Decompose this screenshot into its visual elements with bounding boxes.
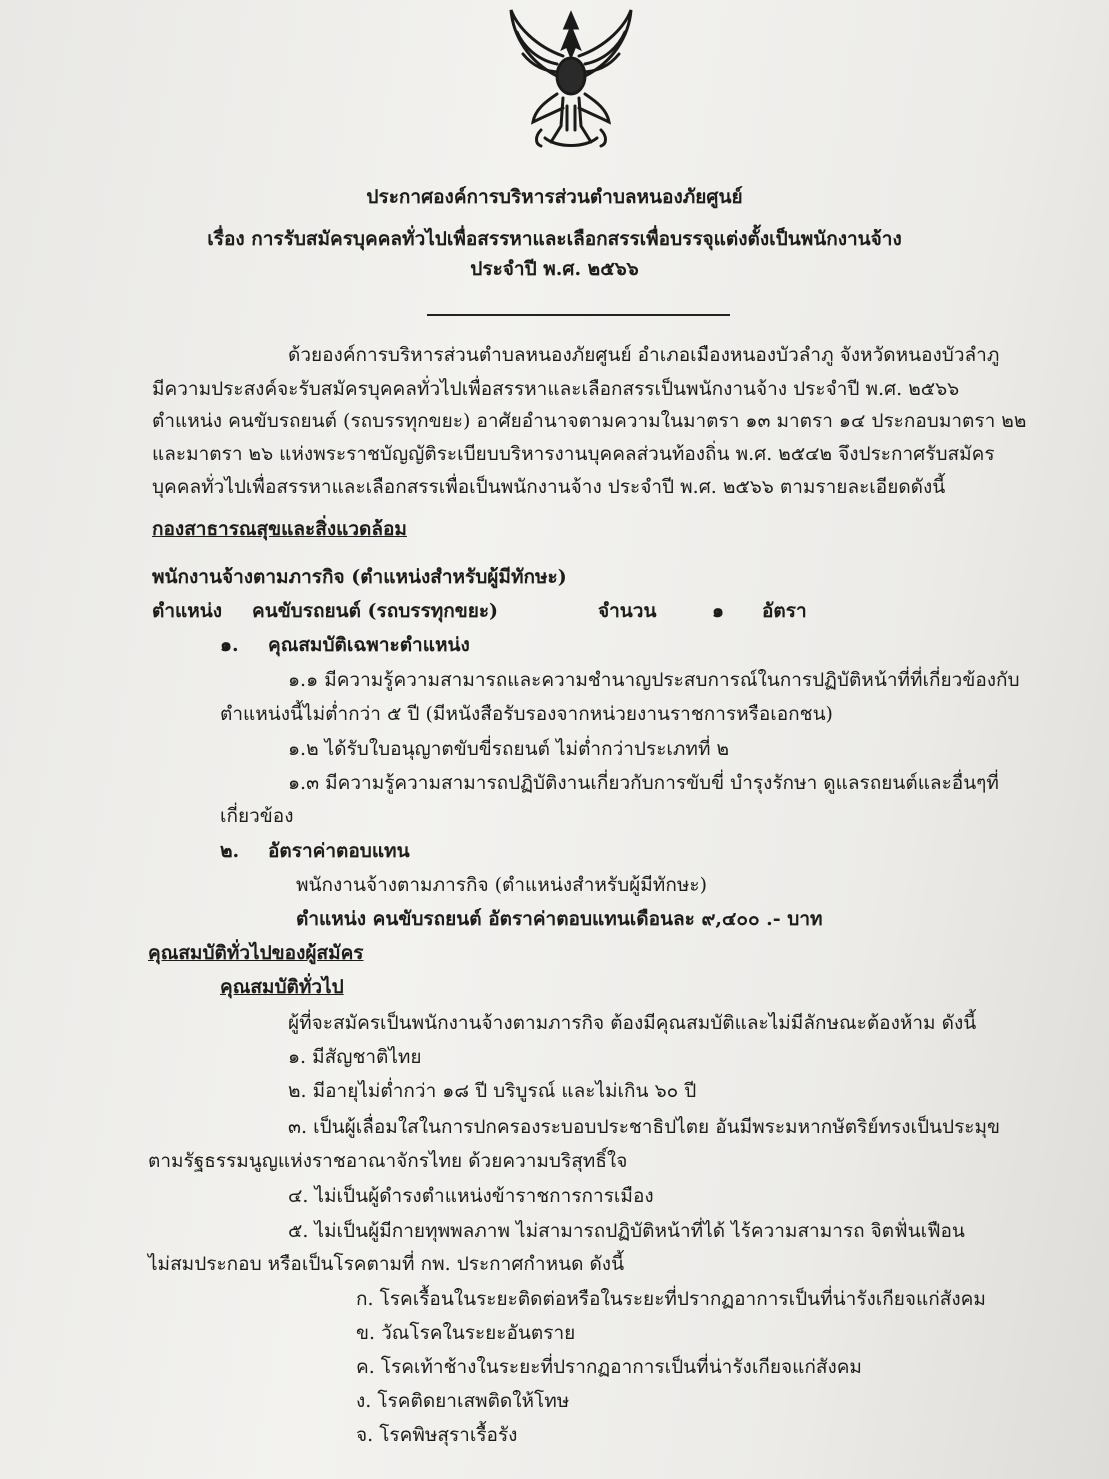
section-title: อัตราค่าตอบแทน (268, 840, 410, 862)
announcement-title: ประกาศองค์การบริหารส่วนตำบลหนองภัยศูนย์ (366, 186, 743, 208)
disease-item: ค. โรคเท้าช้างในระยะที่ปรากฏอาการเป็นที่น่ารังเกียจแก่สังคม (356, 1356, 862, 1378)
announcement-year: ประจำปี พ.ศ. ๒๕๖๖ (470, 258, 639, 280)
section-number: ๑. (220, 634, 239, 656)
compensation-type: พนักงานจ้างตามภารกิจ (ตำแหน่งสำหรับผู้มีทักษะ) (296, 874, 707, 896)
position-count-label: จำนวน (598, 600, 657, 622)
general-item: ๒. มีอายุไม่ต่ำกว่า ๑๘ ปี บริบูรณ์ และไม่เกิน ๖๐ ปี (288, 1080, 697, 1102)
section-number: ๒. (220, 840, 240, 862)
general-intro: ผู้ที่จะสมัครเป็นพนักงานจ้างตามภารกิจ ต้องมีคุณสมบัติและไม่มีลักษณะต้องห้าม ดังนี้ (288, 1012, 977, 1034)
employee-type: พนักงานจ้างตามภารกิจ (ตำแหน่งสำหรับผู้มีทักษะ) (152, 566, 567, 588)
position-name: คนขับรถยนต์ (รถบรรทุกขยะ) (252, 600, 499, 622)
general-item: ๕. ไม่เป็นผู้มีกายทุพพลภาพ ไม่สามารถปฏิบัติหน้าที่ได้ ไร้ความสามารถ จิตฟั่นเฟือน (288, 1220, 965, 1242)
position-unit: อัตรา (762, 600, 807, 622)
qualification-item-cont: ตำแหน่งนี้ไม่ต่ำกว่า ๕ ปี (มีหนังสือรับรองจากหน่วยงานราชการหรือเอกชน) (220, 703, 833, 725)
position-count: ๑ (712, 600, 725, 622)
general-item: ๔. ไม่เป็นผู้ดำรงตำแหน่งข้าราชการการเมือง (288, 1185, 654, 1207)
general-item-cont: ไม่สมประกอบ หรือเป็นโรคตามที่ กพ. ประกาศกำหนด ดังนี้ (148, 1253, 625, 1275)
disease-item: ก. โรคเรื้อนในระยะติดต่อหรือในระยะที่ปรากฏอาการเป็นที่น่ารังเกียจแก่สังคม (356, 1288, 986, 1310)
intro-line: ด้วยองค์การบริหารส่วนตำบลหนองภัยศูนย์ อำเภอเมืองหนองบัวลำภู จังหวัดหนองบัวลำภู (288, 344, 1000, 366)
general-qualifications-subheading: คุณสมบัติทั่วไป (220, 976, 344, 998)
disease-item: จ. โรคพิษสุราเรื้อรัง (356, 1424, 518, 1446)
general-item: ๑. มีสัญชาติไทย (288, 1046, 422, 1068)
division-heading: กองสาธารณสุขและสิ่งแวดล้อม (152, 518, 407, 540)
disease-item: ง. โรคติดยาเสพติดให้โทษ (356, 1390, 570, 1412)
intro-line: ตำแหน่ง คนขับรถยนต์ (รถบรรทุกขยะ) อาศัยอำนาจตามความในมาตรา ๑๓ มาตรา ๑๔ ประกอบมาตรา ๒๒ (152, 410, 1027, 432)
intro-line: และมาตรา ๒๖ แห่งพระราชบัญญัติระเบียบบริหารงานบุคคลส่วนท้องถิ่น พ.ศ. ๒๕๔๒ จึงประกาศรับสมัคร (152, 443, 995, 465)
intro-line: มีความประสงค์จะรับสมัครบุคคลทั่วไปเพื่อสรรหาและเลือกสรรเป็นพนักงานจ้าง ประจำปี พ.ศ. ๒๕๖๖ (152, 378, 960, 400)
section-title: คุณสมบัติเฉพาะตำแหน่ง (268, 634, 470, 656)
title-divider (427, 314, 730, 316)
garuda-emblem (505, 6, 637, 154)
disease-item: ข. วัณโรคในระยะอันตราย (356, 1322, 576, 1344)
general-item: ๓. เป็นผู้เลื่อมใสในการปกครองระบอบประชาธิปไตย อันมีพระมหากษัตริย์ทรงเป็นประมุข (288, 1116, 1001, 1138)
intro-line: บุคคลทั่วไปเพื่อสรรหาและเลือกสรรเพื่อเป็นพนักงานจ้าง ประจำปี พ.ศ. ๒๕๖๖ ตามรายละเอียดดังนี้ (152, 476, 946, 498)
compensation-rate: ตำแหน่ง คนขับรถยนต์ อัตราค่าตอบแทนเดือนละ ๙,๔๐๐ .- บาท (296, 908, 823, 930)
qualification-item: ๑.๒ ได้รับใบอนุญาตขับขี่รถยนต์ ไม่ต่ำกว่าประเภทที่ ๒ (288, 738, 730, 760)
general-qualifications-heading: คุณสมบัติทั่วไปของผู้สมัคร (148, 942, 364, 964)
announcement-subject: เรื่อง การรับสมัครบุคคลทั่วไปเพื่อสรรหาและเลือกสรรเพื่อบรรจุแต่งตั้งเป็นพนักงานจ้าง (207, 228, 902, 250)
qualification-item-cont: เกี่ยวข้อง (220, 805, 294, 827)
qualification-item: ๑.๓ มีความรู้ความสามารถปฏิบัติงานเกี่ยวกับการขับขี่ บำรุงรักษา ดูแลรถยนต์และอื่นๆที่ (288, 772, 999, 794)
general-item-cont: ตามรัฐธรรมนูญแห่งราชอาณาจักรไทย ด้วยความบริสุทธิ์ใจ (148, 1150, 628, 1172)
position-label: ตำแหน่ง (152, 600, 223, 622)
qualification-item: ๑.๑ มีความรู้ความสามารถและความชำนาญประสบการณ์ในการปฏิบัติหน้าที่ที่เกี่ยวข้องกับ (288, 669, 1020, 691)
